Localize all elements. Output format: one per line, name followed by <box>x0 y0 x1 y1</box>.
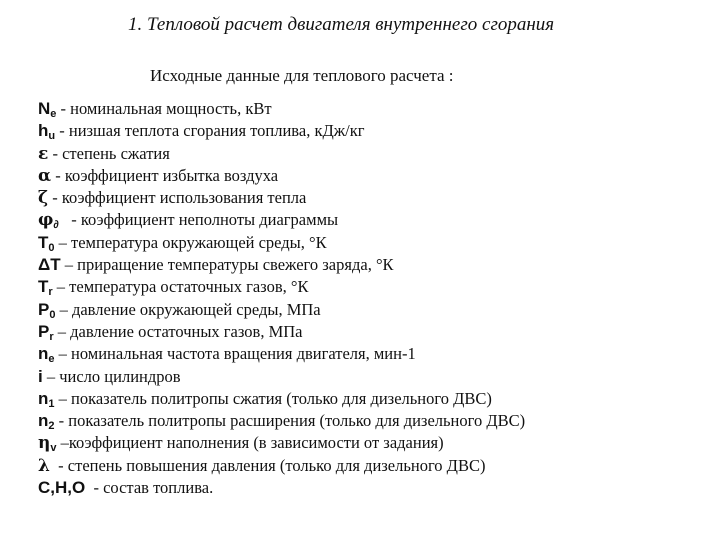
parameter-symbol: n <box>38 344 49 364</box>
parameter-description: коэффициент использования тепла <box>61 188 307 208</box>
parameter-symbol: h <box>38 121 49 141</box>
parameter-description: номинальная частота вращения двигателя, мин-1 <box>71 344 416 364</box>
parameter-row <box>38 209 525 231</box>
parameter-symbol: ΔT <box>38 255 61 275</box>
parameter-row <box>38 366 525 388</box>
parameter-symbol: P <box>38 299 50 319</box>
parameter-description: температура окружающей среды, °К <box>71 232 327 252</box>
parameter-subscript: u <box>48 130 56 143</box>
parameter-subscript: ∂ <box>53 219 59 232</box>
parameter-symbol: η <box>38 433 51 454</box>
parameter-symbol: C,H,O <box>38 478 86 498</box>
parameter-description: низшая теплота сгорания топлива, кДж/кг <box>68 121 365 141</box>
parameter-description: номинальная мощность, кВт <box>70 99 272 118</box>
parameter-separator: - <box>54 411 69 431</box>
parameter-separator: – <box>53 321 71 341</box>
parameter-description: степень сжатия <box>62 143 170 163</box>
parameter-row <box>38 388 525 410</box>
parameter-separator: – <box>54 232 72 252</box>
parameter-separator: - <box>56 99 71 118</box>
parameter-row <box>38 276 525 298</box>
parameter-symbol: α <box>38 165 52 186</box>
page-title: 1. Тепловой расчет двигателя внутреннего сгорания <box>128 14 555 35</box>
parameter-list <box>38 98 525 499</box>
parameter-description: степень повышения давления (только для дизельного ДВС) <box>67 455 486 475</box>
parameter-separator: – <box>54 344 72 364</box>
parameter-row <box>38 120 525 142</box>
parameter-row <box>38 187 525 209</box>
parameter-subscript: r <box>48 286 53 299</box>
parameter-description: коэффициент неполноты диаграммы <box>80 210 339 230</box>
parameter-separator: - <box>85 478 104 498</box>
parameter-row <box>38 165 525 187</box>
parameter-symbol: φ <box>38 210 54 231</box>
parameter-separator: – <box>56 433 69 453</box>
parameter-separator: - <box>55 121 69 141</box>
parameter-row <box>38 410 525 432</box>
parameter-symbol: n <box>38 388 49 408</box>
parameter-subscript: 2 <box>48 420 55 433</box>
parameter-symbol: N <box>38 99 51 118</box>
parameter-row <box>38 455 525 477</box>
parameter-description: коэффициент наполнения (в зависимости от задания) <box>68 433 444 453</box>
parameter-separator: – <box>60 255 78 275</box>
parameter-row <box>38 299 525 321</box>
parameter-separator: – <box>54 388 72 408</box>
parameter-description: состав топлива. <box>103 478 214 498</box>
parameter-row <box>38 232 525 254</box>
parameter-row <box>38 432 525 454</box>
parameter-separator: - <box>58 210 81 230</box>
parameter-separator: – <box>42 366 60 386</box>
parameter-subscript: e <box>50 108 57 120</box>
parameter-subscript: v <box>50 442 57 455</box>
parameter-row <box>38 254 525 276</box>
parameter-description: число цилиндров <box>59 366 181 386</box>
parameter-subscript: e <box>48 353 55 366</box>
parameter-subscript: r <box>49 330 54 343</box>
parameter-separator: - <box>49 455 68 475</box>
parameter-symbol: ε <box>38 143 49 164</box>
parameter-symbol: T <box>38 232 49 252</box>
parameter-row <box>38 477 525 499</box>
parameter-separator: - <box>51 165 65 185</box>
parameter-symbol: P <box>38 321 50 341</box>
parameter-symbol: i <box>38 366 43 386</box>
parameter-row <box>38 143 525 165</box>
parameter-separator: - <box>48 143 63 163</box>
parameter-description: показатель политропы расширения (только для дизельного ДВС) <box>68 411 526 431</box>
parameter-description: приращение температуры свежего заряда, °К <box>77 255 394 275</box>
parameter-description: коэффициент избытка воздуха <box>64 165 279 185</box>
parameter-symbol: T <box>38 277 49 297</box>
parameter-separator: - <box>48 188 62 208</box>
parameter-row <box>38 343 525 365</box>
section-subtitle: Исходные данные для теплового расчета : <box>150 66 454 85</box>
parameter-description: показатель политропы сжатия (только для дизельного ДВС) <box>71 388 492 408</box>
parameter-description: температура остаточных газов, °К <box>69 277 309 297</box>
parameter-subscript: 0 <box>49 308 56 321</box>
parameter-subscript: 0 <box>48 241 55 254</box>
parameter-description: давление остаточных газов, МПа <box>70 321 303 341</box>
parameter-row <box>38 98 525 120</box>
parameter-symbol: λ <box>38 455 50 476</box>
parameter-description: давление окружающей среды, МПа <box>71 299 321 319</box>
parameter-symbol: n <box>38 411 49 431</box>
parameter-row <box>38 321 525 343</box>
parameter-subscript: 1 <box>48 397 55 410</box>
parameter-symbol: ζ <box>38 188 49 209</box>
parameter-separator: – <box>55 299 72 319</box>
parameter-separator: – <box>52 277 70 297</box>
